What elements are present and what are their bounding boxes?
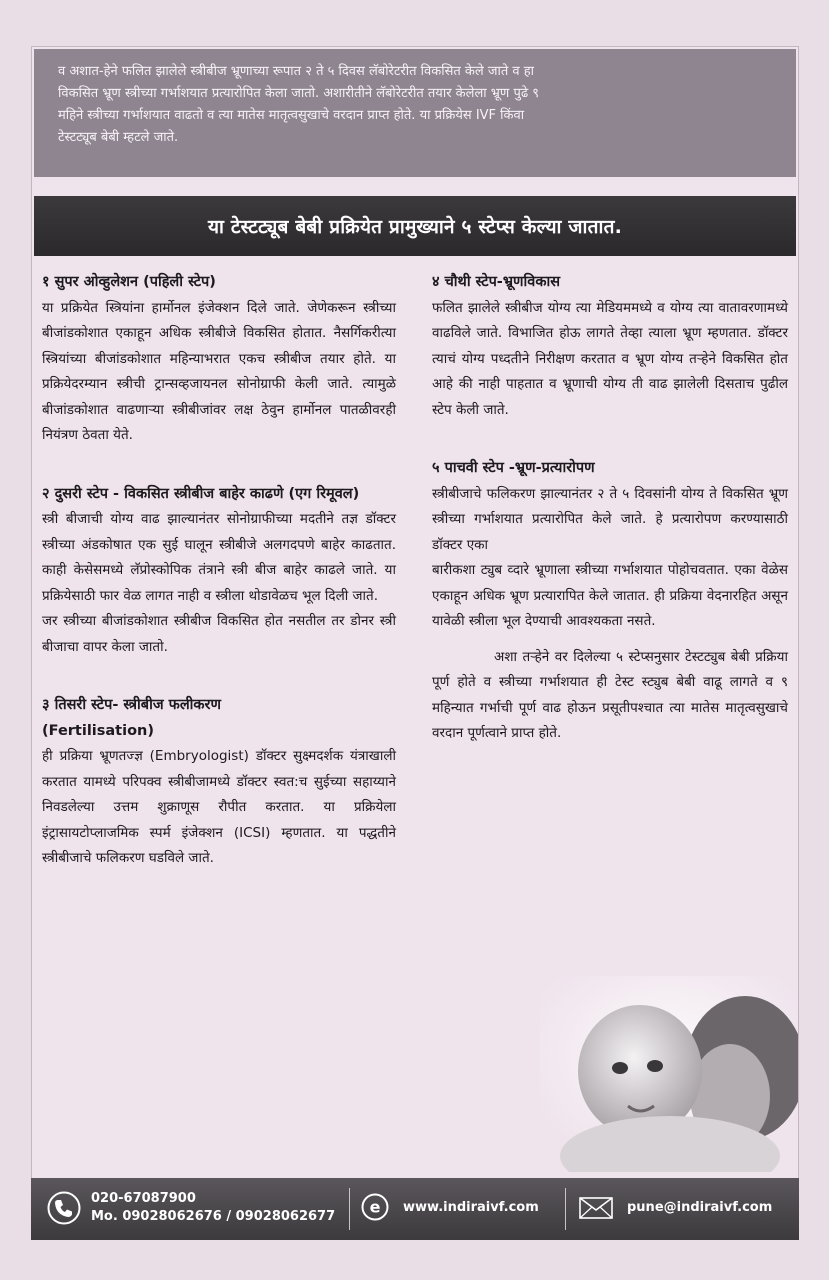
- right-column: [432, 270, 788, 747]
- phone-mobile[interactable]: Mo. 09028062676 / 09028062677: [91, 1209, 336, 1224]
- intro-line: महिने स्त्रीच्या गर्भाशयात वाढतो व त्या मातेस मातृत्वसुखाचे वरदान प्राप्त होते. या प्रक्रियेस IVF किंवा: [58, 108, 525, 123]
- step2-title: २ दुसरी स्टेप - विकसित स्त्रीबीज बाहेर काढणे (एग रिमूवल): [42, 485, 360, 502]
- intro-line: टेस्टट्यूब बेबी म्हटले जाते.: [58, 130, 179, 145]
- step1-body: या प्रक्रियेत स्त्रियांना हार्मोनल इंजेक्शन दिले जाते. जेणेकरून स्त्रीच्या बीजांडकोशात एकाहून अधिक स्त्रीबीजे विकसित होतात. नैसर्गिकरीत्या स्त्रियांच्या बीजांडकोशात महिन्याभरात एकच स्त्रीबीज तयार होते. या प्रक्रियेदरम्यान स्त्रीची ट्रान्सव्हजायनल सोनोग्राफी केली जाते. त्यामुळे बीजांडकोशात वाढणाऱ्या स्त्रीबीजांवर लक्ष ठेवुन हार्मोनल पातळीवरही नियंत्रण ठेवता येते.: [42, 299, 396, 443]
- step3-title: ३ तिसरी स्टेप- स्त्रीबीज फलीकरण: [42, 697, 221, 713]
- step1-title: १ सुपर ओव्हुलेशन (पहिली स्टेप): [42, 274, 216, 290]
- conclusion-text: अशा तऱ्हेने वर दिलेल्या ५ स्टेप्सनुसार टेस्टट्युब बेबी प्रक्रिया पूर्ण होते व स्त्रीच्या गर्भाशयात ही टेस्ट स्ट्युब बेबी वाढू लागते व ९ महिन्यात गर्भाची पूर्ण वाढ होऊन प्रसूतीपश्चात त्या मातेस मातृत्वसुखाचे वरदान पूर्णत्वाने प्राप्त होते.: [432, 648, 788, 741]
- step3-body: ही प्रक्रिया भ्रूणतज्ज्ञ (Embryologist) डॉक्टर सुक्ष्मदर्शक यंत्राखाली करतात यामध्ये परिपक्व स्त्रीबीजामध्ये डॉक्टर स्वत:च सुईच्या सहाय्याने निवडलेल्या उत्तम शुक्राणूस रौपीत करतात. या प्रक्रियेला इंट्रासायटोप्लाजमिक स्पर्म इंजेक्शन (ICSI) म्हणतात. या पद्धतीने स्त्रीबीजाचे फलिकरण घडविले जाते.: [42, 748, 396, 866]
- step4-title: ४ चौथी स्टेप-भ्रूणविकास: [432, 274, 561, 290]
- intro-line: व अशात-हेने फलित झालेले स्त्रीबीज भ्रूणाच्या रूपात २ ते ५ दिवस लॅबोरेटरीत विकसित केले जाते व हा: [58, 64, 535, 79]
- contact-footer: [31, 1178, 799, 1240]
- phone-icon: [47, 1191, 81, 1225]
- left-column: [42, 270, 396, 872]
- section-heading: या टेस्टट्यूब बेबी प्रक्रियेत प्रामुख्याने ५ स्टेप्स केल्या जातात.: [34, 196, 796, 256]
- phone-numbers: [91, 1190, 335, 1226]
- step3-subtitle: (Fertilisation): [42, 722, 154, 739]
- step5-body: स्त्रीबीजाचे फलिकरण झाल्यानंतर २ ते ५ दिवसांनी योग्य ते विकसित भ्रूण स्त्रीच्या गर्भाशयात प्रत्यारोपित केले जाते. हे प्रत्यारोपण करण्यासाठी डॉक्टर एका: [432, 485, 788, 553]
- svg-text:e: e: [369, 1197, 381, 1217]
- step4-body: फलित झालेले स्त्रीबीज योग्य त्या मेडियममध्ये व योग्य त्या वातावरणामध्ये वाढविले जाते. विभाजित होऊ लागते तेव्हा त्याला भ्रूण म्हणतात. डॉक्टर त्याचं योग्य पध्दतीने निरीक्षण करतात व भ्रूण योग्य तऱ्हेने विकसित होत आहे की नाही पाहतात व भ्रूणाची योग्य ती वाढ झालेली दिसताच पुढील स्टेप केली जाते.: [432, 299, 788, 418]
- step5-body-2: बारीकशा ट्युब व्दारे भ्रूणाला स्त्रीच्या गर्भाशयात पोहोचवतात. एका वेळेस एकाहून अधिक भ्रूण प्रत्यारापित केले जातात. ही प्रक्रिया वेदनारहित असून यावेळी स्त्रीला भूल देण्याची आवश्यकता नसते.: [432, 562, 788, 629]
- intro-box: [34, 49, 796, 177]
- footer-divider: [349, 1188, 350, 1230]
- web-icon: [361, 1193, 389, 1221]
- step2-body: स्त्री बीजाची योग्य वाढ झाल्यानंतर सोनोग्राफीच्या मदतीने तज्ञ डॉक्टर स्त्रीच्या अंडकोषात एक सुई घालून स्त्रीबीजे अलगदपणे बाहेर काढतात. काही केसेसमध्ये लॅप्रोस्कोपिक तंत्राने स्त्री बीज बाहेर काढले जाते. या प्रक्रियेसाठी फार वेळ लागत नाही व स्त्रीला थोडावेळच भूल दिली जाते.: [42, 511, 396, 604]
- website-link[interactable]: www.indiraivf.com: [403, 1200, 539, 1215]
- step5-title: ५ पाचवी स्टेप -भ्रूण-प्रत्यारोपण: [432, 460, 595, 476]
- step2-body-2: जर स्त्रीच्या बीजांडकोशात स्त्रीबीज विकसित होत नसतील तर डोनर स्त्री बीजाचा वापर केला जातो.: [42, 613, 396, 655]
- intro-line: विकसित भ्रूण स्त्रीच्या गर्भाशयात प्रत्यारोपित केला जातो. अशारीतीने लॅबोरेटरीत तयार केलेला भ्रूण पुढे ९: [58, 86, 540, 101]
- footer-divider: [565, 1188, 566, 1230]
- phone-landline[interactable]: 020-67087900: [91, 1191, 196, 1206]
- email-link[interactable]: pune@indiraivf.com: [627, 1200, 773, 1215]
- mail-icon: [579, 1197, 613, 1219]
- mother-baby-photo: [540, 976, 798, 1172]
- photo-illustration: [540, 976, 798, 1172]
